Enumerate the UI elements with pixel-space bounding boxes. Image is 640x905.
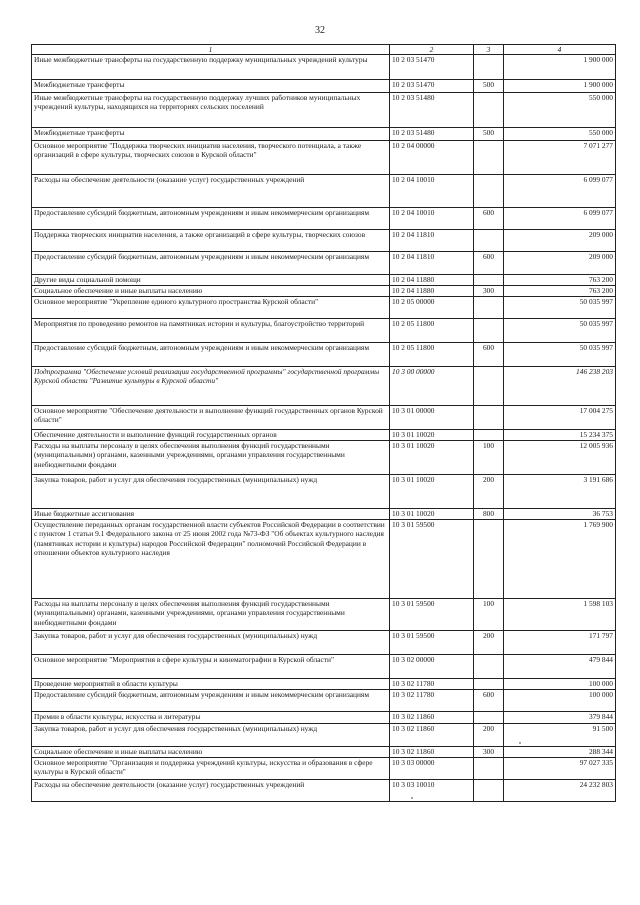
row-type-cell [474, 230, 504, 252]
table-row [32, 208, 616, 230]
row-code-cell: 10 3 00 00000 [390, 367, 474, 406]
row-sum-cell: 7 071 277 [504, 141, 616, 175]
table-row [32, 441, 616, 475]
row-code-cell: 10 2 05 00000 [390, 297, 474, 319]
row-type-cell [474, 780, 504, 802]
row-sum-cell: 3 191 686 [504, 475, 616, 509]
table-row [32, 93, 616, 128]
row-type-cell [474, 319, 504, 343]
row-code-cell: 10 2 03 51480 [390, 128, 474, 141]
row-sum-cell: 91 500 [504, 724, 616, 747]
row-sum-cell: 1 769 900 [504, 520, 616, 599]
table-row [32, 141, 616, 175]
row-type-cell: 600 [474, 252, 504, 275]
table-row [32, 712, 616, 724]
row-code-cell: 10 2 04 10010 [390, 175, 474, 208]
row-type-cell [474, 655, 504, 679]
row-code-cell: 10 3 01 59500 [390, 520, 474, 599]
row-code-cell: 10 2 04 11810 [390, 252, 474, 275]
row-type-cell [474, 55, 504, 80]
row-name-cell: Закупка товаров, работ и услуг для обеспечения государственных (муниципальных) нужд [32, 724, 390, 747]
table-row [32, 679, 616, 690]
row-sum-cell: 550 000 [504, 128, 616, 141]
row-sum-cell: 763 200 [504, 275, 616, 286]
row-code-cell: 10 3 02 11780 [390, 690, 474, 712]
row-sum-cell: 1 598 103 [504, 599, 616, 631]
page-number: 32 [315, 25, 325, 36]
row-type-cell [474, 297, 504, 319]
row-type-cell [474, 406, 504, 430]
row-type-cell: 800 [474, 509, 504, 520]
row-sum-cell: 17 004 275 [504, 406, 616, 430]
row-name-cell: Предоставление субсидий бюджетным, автономным учреждениям и иным некоммерческим организациям [32, 252, 390, 275]
row-type-cell [474, 141, 504, 175]
row-name-cell: Подпрограмма "Обеспечение условий реализации государственной программы" государственной программы Курской области "Развитие культуры в Курской области" [32, 367, 390, 406]
row-type-cell [474, 679, 504, 690]
row-type-cell [474, 93, 504, 128]
row-code-cell: 10 3 01 10020 [390, 475, 474, 509]
row-type-cell: 300 [474, 747, 504, 758]
row-sum-cell: 6 099 077 [504, 208, 616, 230]
row-code-cell: 10 3 02 11780 [390, 679, 474, 690]
row-name-cell: Иные межбюджетные трансферты на государственную поддержку лучших работников муниципальных учреждений культуры, находящихся на территориях сельских поселений [32, 93, 390, 128]
table-row [32, 430, 616, 441]
table-row [32, 128, 616, 141]
table-row [32, 475, 616, 509]
row-sum-cell: 209 000 [504, 252, 616, 275]
header-sum-column: 4 [504, 45, 616, 55]
table-row [32, 406, 616, 430]
row-sum-cell: 288 344 [504, 747, 616, 758]
row-type-cell: 100 [474, 441, 504, 475]
row-name-cell: Основное мероприятие "Обеспечение деятельности и выполнение функций государственных органов Курской области" [32, 406, 390, 430]
table-row [32, 230, 616, 252]
table-header-row [32, 45, 616, 55]
row-sum-cell: 50 035 997 [504, 319, 616, 343]
row-name-cell: Закупка товаров, работ и услуг для обеспечения государственных (муниципальных) нужд [32, 631, 390, 655]
row-sum-cell: 15 234 375 [504, 430, 616, 441]
row-name-cell: Расходы на обеспечение деятельности (оказание услуг) государственных учреждений [32, 175, 390, 208]
row-sum-cell: 209 000 [504, 230, 616, 252]
table-row [32, 367, 616, 406]
row-type-cell [474, 175, 504, 208]
row-name-cell: Основное мероприятие "Мероприятия в сфере культуры и кинематографии в Курской области" [32, 655, 390, 679]
table-row [32, 520, 616, 599]
row-sum-cell: 146 238 203 [504, 367, 616, 406]
table-row [32, 780, 616, 802]
row-sum-cell: 97 027 335 [504, 758, 616, 780]
row-name-cell: Осуществление переданных органам государственной власти субъектов Российской Федерации в соответствии с пунктом 1 статьи 9.1 Федерального закона от 25 июня 2002 года №73-ФЗ "Об объектах культурного наследия (памятниках истории и культуры) народов Российской Федерации" полномочий Российской Федерации в отношении объектов культурного наследия [32, 520, 390, 599]
row-sum-cell: 479 844 [504, 655, 616, 679]
header-code-column: 2 [390, 45, 474, 55]
row-name-cell: Премии в области культуры, искусства и литературы [32, 712, 390, 724]
row-type-cell: 100 [474, 599, 504, 631]
row-name-cell: Социальное обеспечение и иные выплаты населению [32, 747, 390, 758]
row-sum-cell: 171 797 [504, 631, 616, 655]
row-type-cell: 600 [474, 208, 504, 230]
row-type-cell: 200 [474, 475, 504, 509]
table-row [32, 252, 616, 275]
table-row [32, 509, 616, 520]
row-name-cell: Предоставление субсидий бюджетным, автономным учреждениям и иным некоммерческим организациям [32, 690, 390, 712]
row-code-cell: 10 3 01 10020 [390, 509, 474, 520]
table-row [32, 297, 616, 319]
table-row [32, 80, 616, 93]
row-name-cell: Расходы на выплаты персоналу в целях обеспечения выполнения функций государственными (муниципальными) органами, казенными учреждениями, органами управления государственными внебюджетными фондами [32, 441, 390, 475]
row-sum-cell: 100 000 [504, 690, 616, 712]
row-type-cell [474, 520, 504, 599]
row-name-cell: Закупка товаров, работ и услуг для обеспечения государственных (муниципальных) нужд [32, 475, 390, 509]
table-row [32, 655, 616, 679]
row-name-cell: Основное мероприятие "Укрепление единого культурного пространства Курской области" [32, 297, 390, 319]
row-name-cell: Основное мероприятие "Поддержка творческих инициатив населения, творческого потенциала, а также организаций в сфере культуры, творческих союзов в Курской области" [32, 141, 390, 175]
table-row [32, 275, 616, 286]
row-sum-cell: 6 099 077 [504, 175, 616, 208]
row-name-cell: Расходы на выплаты персоналу в целях обеспечения выполнения функций государственными (муниципальными) органами, казенными учреждениями, органами управления государственными внебюджетными фондами [32, 599, 390, 631]
row-name-cell: Иные бюджетные ассигнования [32, 509, 390, 520]
row-type-cell: 500 [474, 128, 504, 141]
row-name-cell: Мероприятия по проведению ремонтов на памятниках истории и культуры, благоустройство территорий [32, 319, 390, 343]
row-type-cell [474, 275, 504, 286]
table-row [32, 599, 616, 631]
row-code-cell: 10 2 04 11810 [390, 230, 474, 252]
row-sum-cell: 36 753 [504, 509, 616, 520]
row-type-cell: 200 [474, 631, 504, 655]
table-row [32, 175, 616, 208]
row-code-cell: 10 3 02 11860 [390, 712, 474, 724]
row-name-cell: Социальное обеспечение и иные выплаты населению [32, 286, 390, 297]
row-sum-cell: 1 900 000 [504, 80, 616, 93]
row-code-cell: 10 2 03 51470 [390, 80, 474, 93]
row-name-cell: Поддержка творческих инициатив населения, а также организаций в сфере культуры, творческих союзов [32, 230, 390, 252]
row-code-cell: 10 3 02 00000 [390, 655, 474, 679]
scan-speck [519, 742, 521, 744]
row-sum-cell: 24 232 803 [504, 780, 616, 802]
table-row [32, 747, 616, 758]
row-code-cell: 10 2 04 11880 [390, 286, 474, 297]
row-sum-cell: 1 900 000 [504, 55, 616, 80]
table-row [32, 724, 616, 747]
row-code-cell: 10 2 05 11800 [390, 343, 474, 367]
row-code-cell: 10 2 04 00000 [390, 141, 474, 175]
table-row [32, 690, 616, 712]
row-sum-cell: 379 844 [504, 712, 616, 724]
table-row [32, 758, 616, 780]
row-name-cell: Расходы на обеспечение деятельности (оказание услуг) государственных учреждений [32, 780, 390, 802]
row-name-cell: Межбюджетные трансферты [32, 128, 390, 141]
row-code-cell: 10 3 01 59500 [390, 599, 474, 631]
row-code-cell: 10 3 02 11860 [390, 724, 474, 747]
row-code-cell: 10 2 03 51480 [390, 93, 474, 128]
row-name-cell: Обеспечение деятельности и выполнение функций государственных органов [32, 430, 390, 441]
table-row [32, 631, 616, 655]
row-sum-cell: 12 005 936 [504, 441, 616, 475]
row-code-cell: 10 2 04 10010 [390, 208, 474, 230]
header-type-column: 3 [474, 45, 504, 55]
row-type-cell [474, 712, 504, 724]
table-row [32, 55, 616, 80]
table-row [32, 343, 616, 367]
row-type-cell: 600 [474, 690, 504, 712]
row-name-cell: Основное мероприятие "Организация и поддержка учреждений культуры, искусства и образования в сфере культуры в Курской области" [32, 758, 390, 780]
row-code-cell: 10 3 01 59500 [390, 631, 474, 655]
row-sum-cell: 763 200 [504, 286, 616, 297]
scan-speck [411, 797, 413, 799]
row-code-cell: 10 2 03 51470 [390, 55, 474, 80]
row-code-cell: 10 3 01 10020 [390, 441, 474, 475]
row-sum-cell: 100 000 [504, 679, 616, 690]
row-name-cell: Предоставление субсидий бюджетным, автономным учреждениям и иным некоммерческим организациям [32, 208, 390, 230]
row-name-cell: Межбюджетные трансферты [32, 80, 390, 93]
row-name-cell: Предоставление субсидий бюджетным, автономным учреждениям и иным некоммерческим организациям [32, 343, 390, 367]
table-row [32, 286, 616, 297]
table-row [32, 319, 616, 343]
row-code-cell: 10 3 02 11860 [390, 747, 474, 758]
header-name-column: 1 [32, 45, 390, 55]
row-type-cell: 600 [474, 343, 504, 367]
row-sum-cell: 50 035 997 [504, 297, 616, 319]
row-type-cell [474, 758, 504, 780]
row-code-cell: 10 3 03 00000 [390, 758, 474, 780]
row-name-cell: Другие виды социальной помощи [32, 275, 390, 286]
row-code-cell: 10 3 03 10010 [390, 780, 474, 802]
row-name-cell: Иные межбюджетные трансферты на государственную поддержку муниципальных учреждений культуры [32, 55, 390, 80]
row-code-cell: 10 3 01 00000 [390, 406, 474, 430]
row-type-cell: 500 [474, 80, 504, 93]
row-type-cell: 300 [474, 286, 504, 297]
row-type-cell [474, 367, 504, 406]
row-code-cell: 10 3 01 10020 [390, 430, 474, 441]
budget-table [31, 44, 616, 802]
row-name-cell: Проведение мероприятий в области культуры [32, 679, 390, 690]
row-code-cell: 10 2 05 11800 [390, 319, 474, 343]
row-type-cell [474, 430, 504, 441]
row-sum-cell: 550 000 [504, 93, 616, 128]
row-sum-cell: 50 035 997 [504, 343, 616, 367]
row-type-cell: 200 [474, 724, 504, 747]
row-code-cell: 10 2 04 11880 [390, 275, 474, 286]
table-body [32, 55, 616, 802]
